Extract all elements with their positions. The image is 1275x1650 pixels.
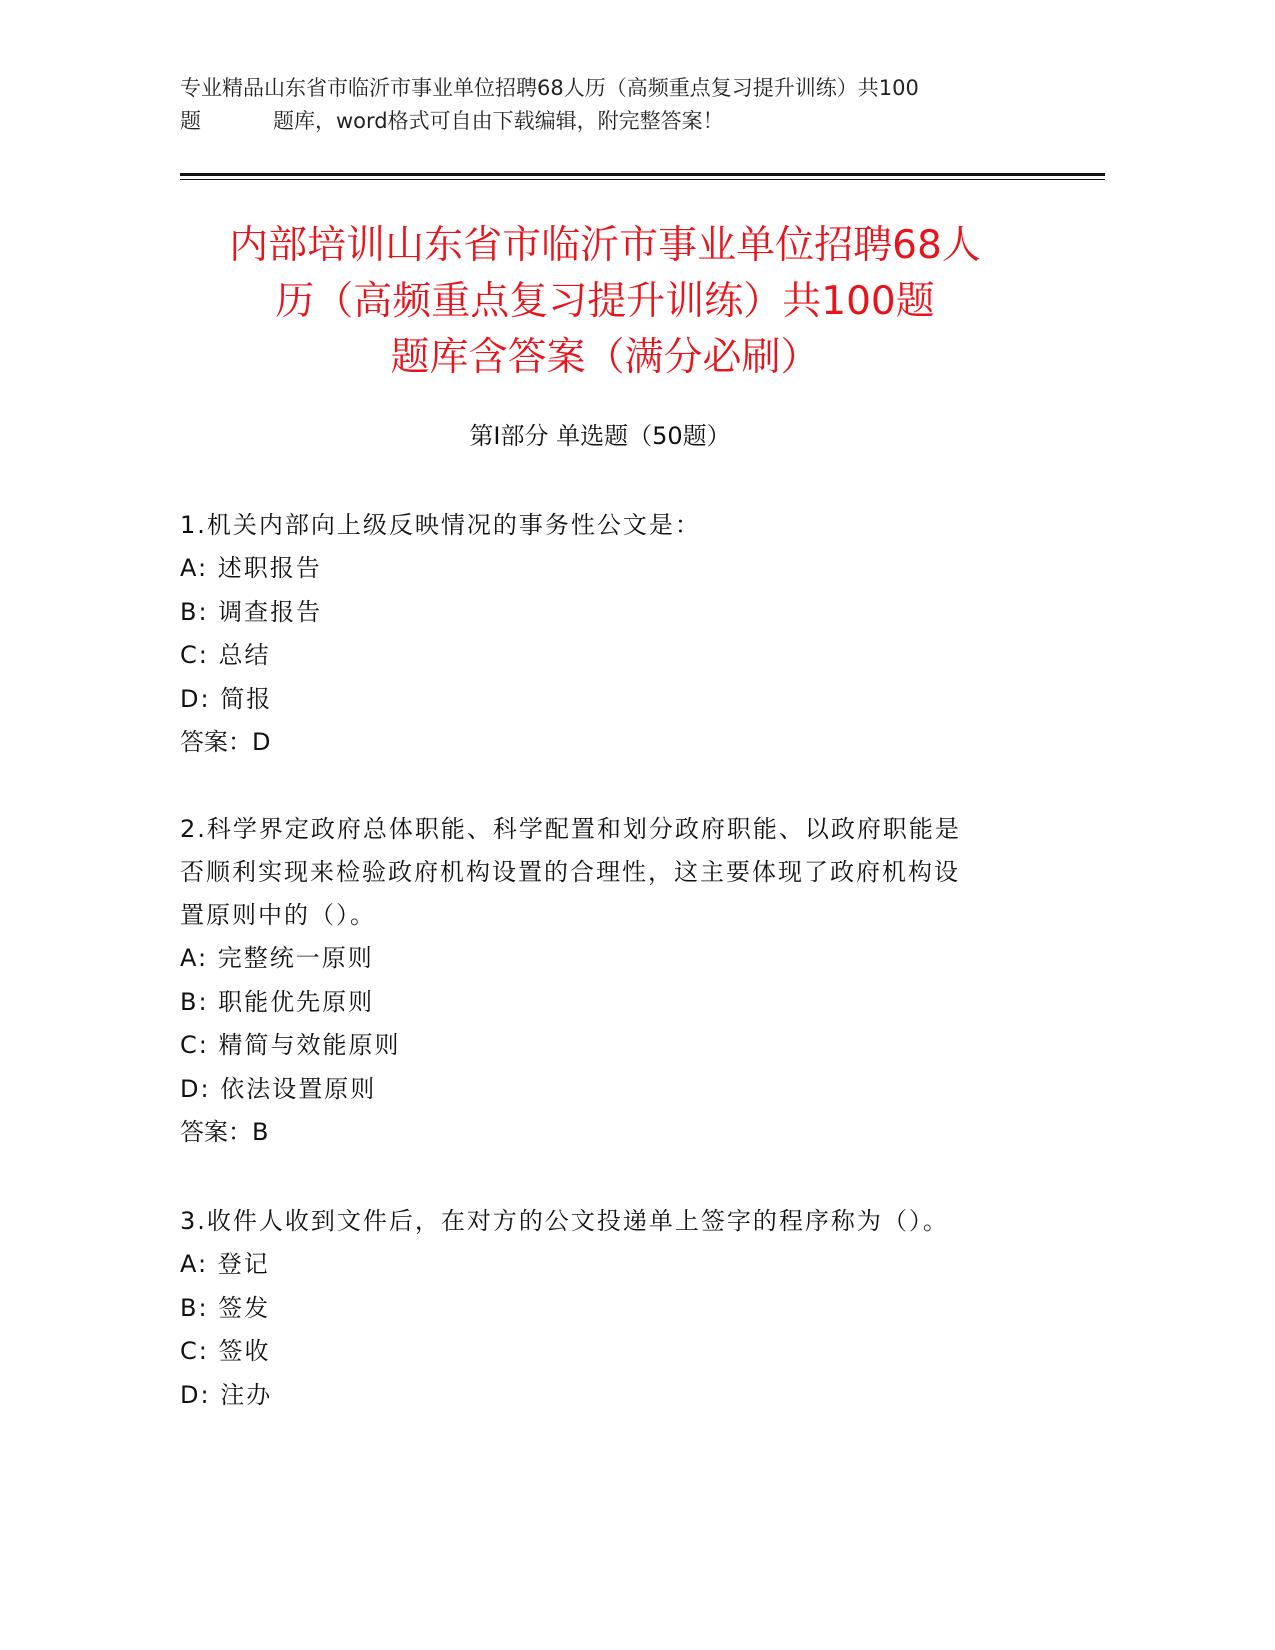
header-line-2-start: 题 xyxy=(180,109,201,133)
question-stem-line: 置原则中的（）。 xyxy=(180,901,376,929)
header-line-2 xyxy=(180,105,1060,138)
answer: 答案：D xyxy=(180,728,271,756)
title-line-3: 题库含答案（满分必刷） xyxy=(390,335,820,380)
option-d: D: 简报 xyxy=(180,684,273,713)
header-divider-thin xyxy=(180,179,1105,180)
title-line-1: 内部培训山东省市临沂市事业单位招聘68人 xyxy=(229,223,981,268)
question-1 xyxy=(180,504,1080,765)
document-title xyxy=(150,218,1060,386)
answer: 答案：B xyxy=(180,1118,269,1146)
section-heading: 第Ⅰ部分 单选题（50题） xyxy=(469,422,731,450)
option-b: B: 调查报告 xyxy=(180,597,323,626)
question-3 xyxy=(180,1200,1080,1417)
option-d: D: 注办 xyxy=(180,1380,273,1409)
option-a: A: 完整统一原则 xyxy=(180,944,374,972)
option-d: D: 依法设置原则 xyxy=(180,1074,377,1103)
question-stem-line: 否顺利实现来检验政府机构设置的合理性，这主要体现了政府机构设 xyxy=(180,858,960,886)
header-line-1: 专业精品山东省市临沂市事业单位招聘68人历（高频重点复习提升训练）共100 xyxy=(180,76,919,100)
question-2 xyxy=(180,808,1080,1155)
question-stem-line: 2.科学界定政府总体职能、科学配置和划分政府职能、以政府职能是 xyxy=(180,815,961,843)
option-c: C: 签收 xyxy=(180,1337,271,1365)
option-b: B: 签发 xyxy=(180,1293,271,1322)
header-divider-thick xyxy=(180,173,1105,176)
option-b: B: 职能优先原则 xyxy=(180,987,375,1016)
option-c: C: 精简与效能原则 xyxy=(180,1031,401,1059)
title-line-2: 历（高频重点复习提升训练）共100题 xyxy=(275,279,935,324)
header-line-2-end: 题库，word格式可自由下载编辑，附完整答案！ xyxy=(273,109,724,133)
question-stem: 1.机关内部向上级反映情况的事务性公文是： xyxy=(180,511,701,539)
question-stem: 3.收件人收到文件后，在对方的公文投递单上签字的程序称为（）。 xyxy=(180,1207,949,1235)
option-c: C: 总结 xyxy=(180,641,271,669)
option-a: A: 述职报告 xyxy=(180,554,322,582)
option-a: A: 登记 xyxy=(180,1250,270,1278)
header-note xyxy=(180,72,1060,138)
